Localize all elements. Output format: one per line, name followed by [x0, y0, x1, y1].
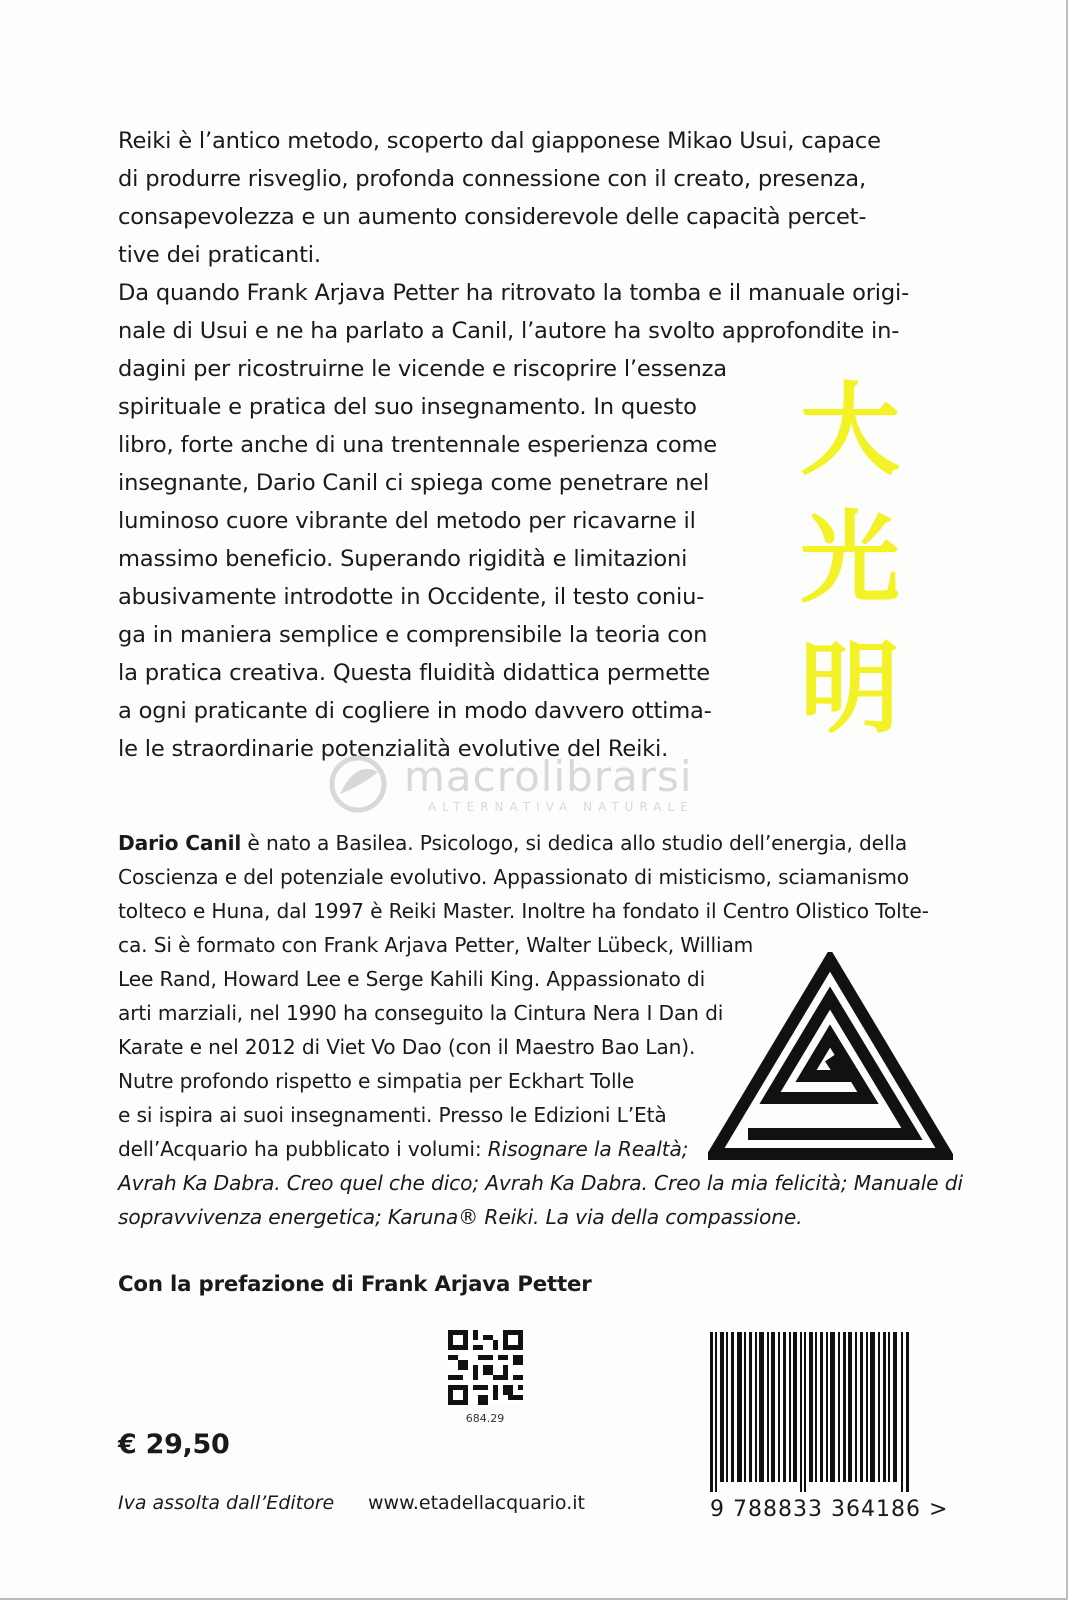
- preface-credit: Con la prefazione di Frank Arjava Petter: [118, 1272, 592, 1297]
- watermark: [320, 752, 760, 822]
- qr-code-label: 684.29: [465, 1412, 505, 1425]
- blurb-line: abusivamente introdotte in Occidente, il testo coniu-: [118, 584, 705, 610]
- isbn-digits: 9 788833 364186 >: [710, 1497, 949, 1522]
- bio-line: Nutre profondo rispetto e simpatia per Eckhart Tolle: [118, 1069, 635, 1093]
- kanji-dai: 大: [800, 371, 900, 489]
- blurb-line: le le straordinarie potenzialità evolutive del Reiki.: [118, 736, 669, 762]
- blurb-line: a ogni praticante di cogliere in modo davvero ottima-: [118, 698, 712, 724]
- bio-line: [118, 833, 907, 853]
- blurb-line: ga in maniera semplice e comprensibile la teoria con: [118, 622, 708, 648]
- kanji-myo: 明: [800, 629, 900, 747]
- book-title: Risognare la Realtà;: [487, 1137, 689, 1161]
- book-titles-line: sopravvivenza energetica; Karuna® Reiki. La via della compassione.: [118, 1205, 803, 1229]
- blurb-line: nale di Usui e ne ha parlato a Canil, l’autore ha svolto approfondite in-: [118, 318, 900, 344]
- bio-line: Lee Rand, Howard Lee e Serge Kahili King. Appassionato di: [118, 967, 706, 991]
- blurb-line: libro, forte anche di una trentennale esperienza come: [118, 432, 717, 458]
- blurb-line: Da quando Frank Arjava Petter ha ritrovato la tomba e il manuale origi-: [118, 280, 910, 306]
- author-name: Dario Canil: [118, 831, 242, 855]
- qr-code-icon: [448, 1330, 523, 1405]
- publisher-website: www.etadellacquario.it: [368, 1492, 585, 1514]
- book-titles-line: Avrah Ka Dabra. Creo quel che dico; Avrah Ka Dabra. Creo la mia felicità; Manuale di: [118, 1171, 963, 1195]
- blurb-line: spirituale e pratica del suo insegnamento. In questo: [118, 394, 697, 420]
- blurb-line: consapevolezza e un aumento considerevole delle capacità percet-: [118, 204, 867, 230]
- spiral-triangle-icon: [708, 952, 953, 1162]
- bio-line: tolteco e Huna, dal 1997 è Reiki Master. Inoltre ha fondato il Centro Olistico Tolte-: [118, 899, 929, 923]
- watermark-name: macrolibrarsi: [404, 752, 693, 801]
- blurb-line: luminoso cuore vibrante del metodo per ricavarne il: [118, 508, 696, 534]
- bio-line: Coscienza e del potenziale evolutivo. Appassionato di misticismo, sciamanismo: [118, 865, 910, 889]
- bio-line: ca. Si è formato con Frank Arjava Petter, Walter Lübeck, William: [118, 933, 754, 957]
- vat-note: Iva assolta dall’Editore: [118, 1492, 335, 1514]
- bio-line: Karate e nel 2012 di Viet Vo Dao (con il Maestro Bao Lan).: [118, 1035, 696, 1059]
- blurb-line: di produrre risveglio, profonda connessione con il creato, presenza,: [118, 166, 866, 192]
- blurb-line: la pratica creativa. Questa fluidità didattica permette: [118, 660, 710, 686]
- bio-line: arti marziali, nel 1990 ha conseguito la Cintura Nera I Dan di: [118, 1001, 724, 1025]
- bio-line-rest: è nato a Basilea. Psicologo, si dedica allo studio dell’energia, della: [241, 831, 908, 855]
- kanji-column: [790, 371, 910, 760]
- blurb-line: massimo beneficio. Superando rigidità e limitazioni: [118, 546, 688, 572]
- bio-line: [118, 1139, 688, 1159]
- price: € 29,50: [118, 1429, 230, 1460]
- bio-line: e si ispira ai suoi insegnamenti. Presso le Edizioni L’Età: [118, 1103, 667, 1127]
- blurb-line: insegnante, Dario Canil ci spiega come penetrare nel: [118, 470, 710, 496]
- watermark-tagline: ALTERNATIVA NATURALE: [428, 800, 694, 814]
- leaf-logo-icon: [320, 754, 400, 814]
- blurb-line: dagini per ricostruirne le vicende e riscoprire l’essenza: [118, 356, 727, 382]
- blurb-line: Reiki è l’antico metodo, scoperto dal giapponese Mikao Usui, capace: [118, 128, 881, 154]
- kanji-ko: 光: [800, 499, 900, 617]
- bio-published-intro: dell’Acquario ha pubblicato i volumi:: [118, 1137, 488, 1161]
- blurb-line: tive dei praticanti.: [118, 242, 321, 268]
- barcode-icon: [710, 1332, 910, 1492]
